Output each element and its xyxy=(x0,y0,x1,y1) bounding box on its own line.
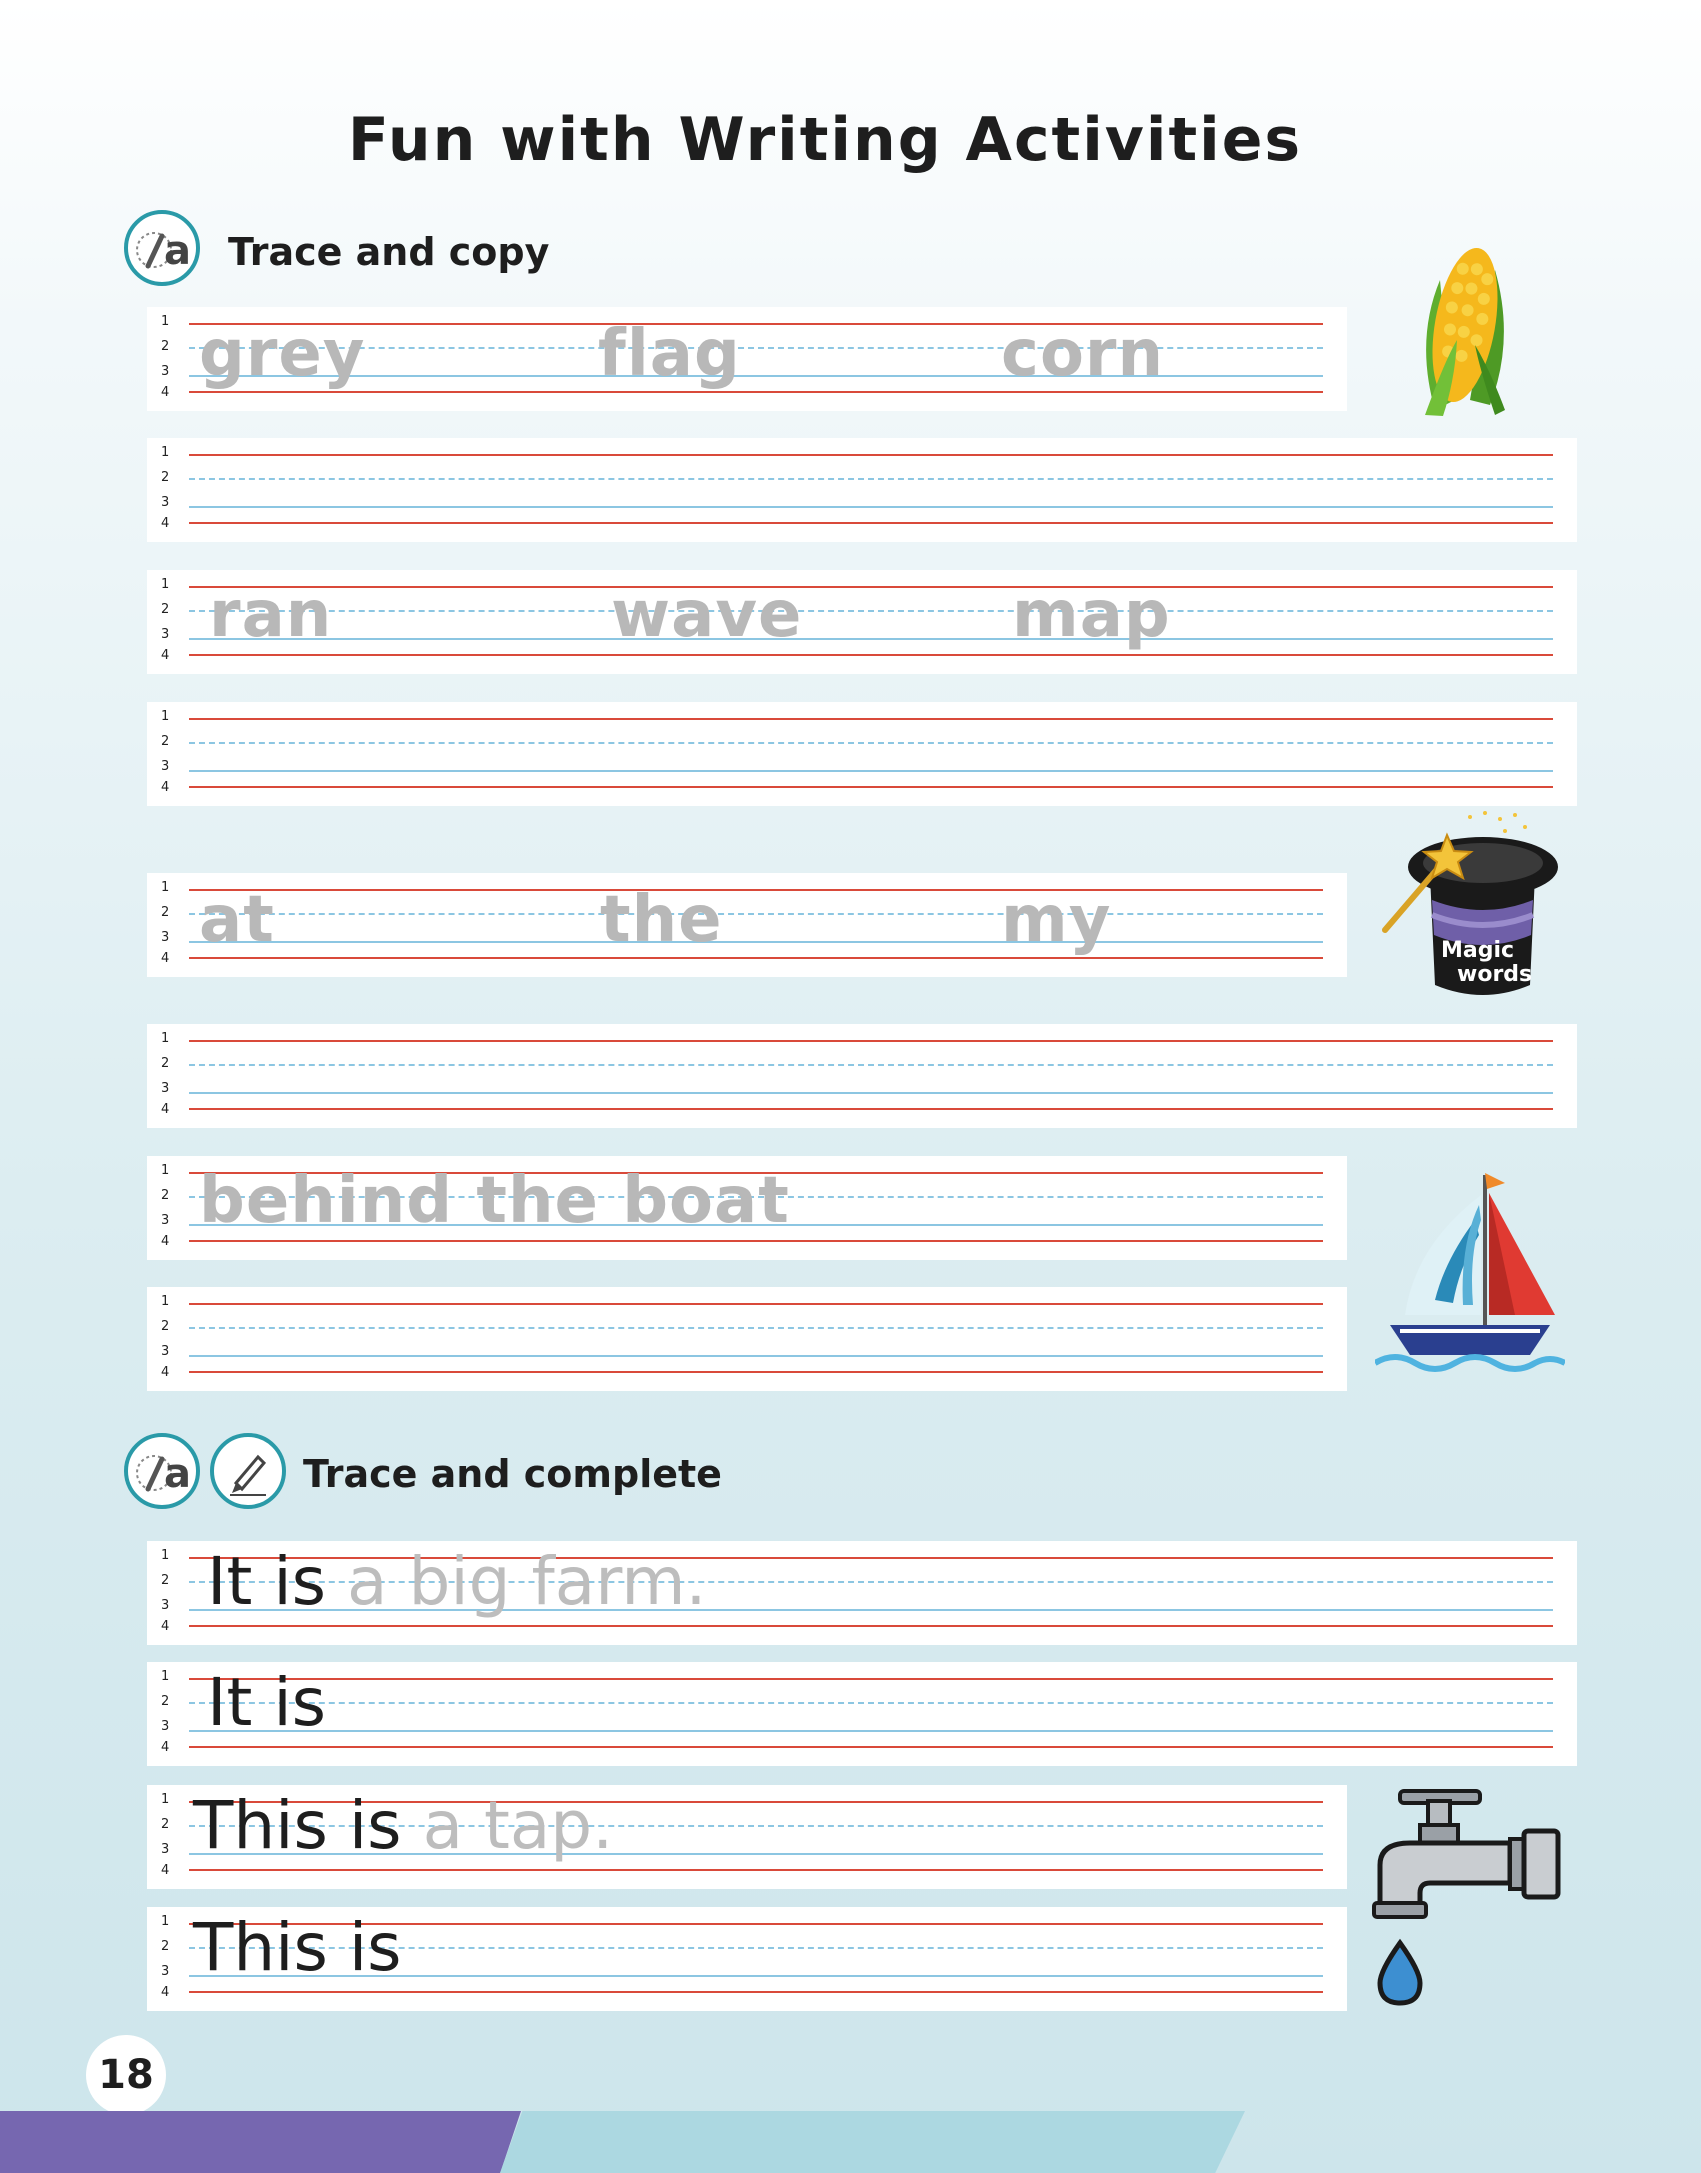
line-number: 2 xyxy=(161,1939,170,1954)
line-number: 3 xyxy=(161,1081,170,1096)
line-number: 2 xyxy=(161,1817,170,1832)
line-number: 4 xyxy=(161,1740,170,1755)
sailboat-icon xyxy=(1375,1165,1565,1375)
section-title-trace-complete: Trace and complete xyxy=(303,1452,722,1496)
trace-word: map xyxy=(1012,578,1171,652)
line-number: 3 xyxy=(161,364,170,379)
magic-hat-label: Magic xyxy=(1441,938,1515,963)
line-number: 4 xyxy=(161,951,170,966)
line-number: 4 xyxy=(161,1863,170,1878)
handwriting-band xyxy=(147,570,1577,674)
sentence xyxy=(193,1909,402,1986)
line-number: 4 xyxy=(161,648,170,663)
sentence xyxy=(193,1787,613,1864)
line-number: 2 xyxy=(161,1319,170,1334)
line-number: 3 xyxy=(161,495,170,510)
line-number: 1 xyxy=(161,1792,170,1807)
line-number: 2 xyxy=(161,905,170,920)
handwriting-band[interactable] xyxy=(147,1662,1577,1766)
line-number: 4 xyxy=(161,1102,170,1117)
line-number: 3 xyxy=(161,1964,170,1979)
line-number: 1 xyxy=(161,1669,170,1684)
line-number: 4 xyxy=(161,516,170,531)
line-number: 3 xyxy=(161,1842,170,1857)
sentence-trace: a tap. xyxy=(422,1787,614,1864)
trace-phrase: behind the boat xyxy=(199,1164,790,1238)
svg-text:a: a xyxy=(164,228,191,274)
sentence-start: This is xyxy=(193,1909,402,1986)
sentence-start: This is xyxy=(193,1787,402,1864)
handwriting-band xyxy=(147,873,1347,977)
sentence xyxy=(207,1664,326,1741)
trace-word: corn xyxy=(1001,317,1165,391)
line-number: 3 xyxy=(161,759,170,774)
page-number: 18 xyxy=(86,2035,166,2115)
sentence-trace: a big farm. xyxy=(347,1543,707,1620)
line-number: 1 xyxy=(161,1294,170,1309)
line-number: 2 xyxy=(161,734,170,749)
trace-word: the xyxy=(600,883,723,957)
line-number: 3 xyxy=(161,1598,170,1613)
line-number: 1 xyxy=(161,577,170,592)
line-number: 1 xyxy=(161,880,170,895)
handwriting-band[interactable] xyxy=(147,702,1577,806)
line-number: 2 xyxy=(161,339,170,354)
line-number: 1 xyxy=(161,1163,170,1178)
magic-hat-label: words xyxy=(1457,962,1533,987)
handwriting-band[interactable] xyxy=(147,438,1577,542)
trace-word: flag xyxy=(598,317,741,391)
handwriting-band[interactable] xyxy=(147,1907,1347,2011)
line-number: 4 xyxy=(161,385,170,400)
line-number: 2 xyxy=(161,1188,170,1203)
trace-letter-icon xyxy=(124,210,200,286)
line-number: 1 xyxy=(161,1031,170,1046)
line-number: 1 xyxy=(161,445,170,460)
handwriting-band[interactable] xyxy=(147,1785,1347,1889)
sentence xyxy=(207,1543,707,1620)
line-number: 1 xyxy=(161,1914,170,1929)
line-number: 3 xyxy=(161,1344,170,1359)
line-number: 3 xyxy=(161,930,170,945)
page-title: Fun with Writing Activities xyxy=(347,105,1303,175)
line-number: 1 xyxy=(161,709,170,724)
line-number: 2 xyxy=(161,1694,170,1709)
line-number: 3 xyxy=(161,1213,170,1228)
line-number: 1 xyxy=(161,1548,170,1563)
trace-letter-icon xyxy=(124,1433,200,1509)
handwriting-band[interactable] xyxy=(147,1541,1577,1645)
line-number: 3 xyxy=(161,627,170,642)
line-number: 2 xyxy=(161,1573,170,1588)
line-number: 4 xyxy=(161,780,170,795)
handwriting-band xyxy=(147,1156,1347,1260)
line-number: 4 xyxy=(161,1365,170,1380)
corn-icon xyxy=(1395,220,1525,420)
section-title-trace-copy: Trace and copy xyxy=(228,230,550,274)
line-number: 2 xyxy=(161,1056,170,1071)
trace-word: at xyxy=(199,883,275,957)
line-number: 4 xyxy=(161,1985,170,2000)
sentence-start: It is xyxy=(207,1543,327,1620)
tap-icon xyxy=(1370,1785,1570,2015)
footer-stripe xyxy=(0,2111,521,2173)
line-number: 1 xyxy=(161,314,170,329)
line-number: 4 xyxy=(161,1619,170,1634)
trace-word: my xyxy=(1001,883,1112,957)
trace-word: grey xyxy=(199,317,366,391)
magic-hat-icon xyxy=(1375,805,1575,1005)
footer-stripe xyxy=(500,2111,1245,2173)
pencil-icon xyxy=(210,1433,286,1509)
trace-word: wave xyxy=(611,578,803,652)
sentence-start: It is xyxy=(207,1664,327,1741)
line-number: 3 xyxy=(161,1719,170,1734)
handwriting-band xyxy=(147,307,1347,411)
svg-text:a: a xyxy=(164,1451,191,1497)
handwriting-band[interactable] xyxy=(147,1287,1347,1391)
trace-word: ran xyxy=(209,578,333,652)
handwriting-band[interactable] xyxy=(147,1024,1577,1128)
line-number: 2 xyxy=(161,602,170,617)
line-number: 4 xyxy=(161,1234,170,1249)
line-number: 2 xyxy=(161,470,170,485)
